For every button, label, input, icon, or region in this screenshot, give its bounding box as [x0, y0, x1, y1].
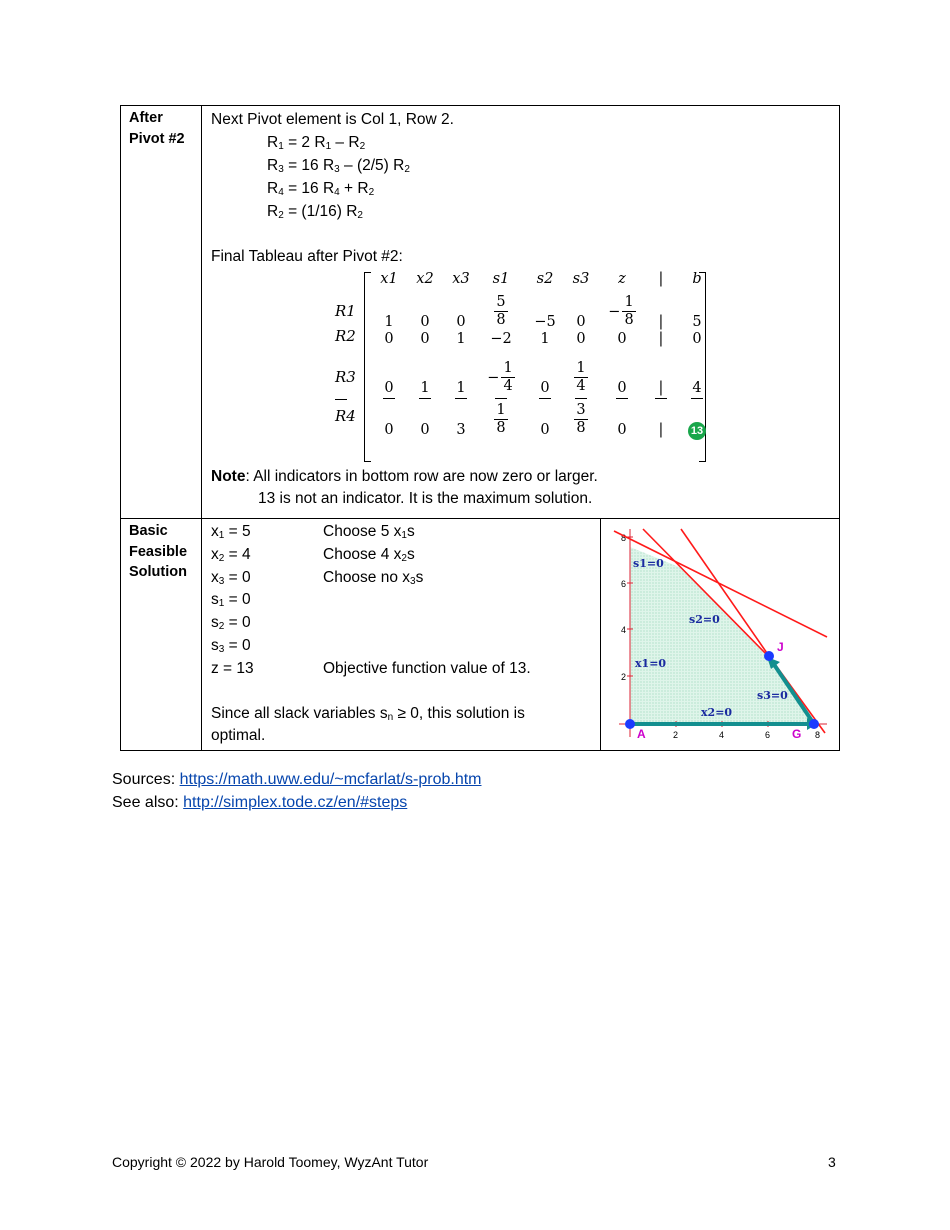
- dash: [655, 398, 667, 399]
- comment-text: s: [415, 568, 424, 586]
- y-tick-label: 2: [621, 672, 627, 682]
- op-text: R: [267, 134, 279, 151]
- denominator: 8: [624, 312, 634, 328]
- tableau-cell: 0: [576, 314, 586, 330]
- fraction: [622, 294, 635, 329]
- point-j: [764, 651, 774, 661]
- tableau-header: b: [692, 271, 702, 287]
- var-sub: 1: [218, 598, 225, 610]
- var-sub: 3: [218, 575, 225, 587]
- dash: [419, 398, 431, 399]
- comment-sub: 1: [401, 530, 407, 541]
- tableau-cell: 0: [384, 331, 394, 347]
- separator-dash: [527, 387, 563, 410]
- var-sub: 1: [218, 530, 225, 541]
- dash: [383, 398, 395, 399]
- numerator: 1: [503, 360, 513, 376]
- denominator: 4: [576, 378, 586, 394]
- tableau-cell: 0: [540, 422, 550, 438]
- var-value: = 5: [224, 523, 251, 540]
- bfs-variable: [211, 544, 323, 567]
- dash: [335, 399, 347, 400]
- comment-text: Objective function value of 13.: [323, 659, 531, 677]
- bfs-row: [121, 519, 840, 751]
- label-point-a: A: [637, 727, 646, 741]
- label-x2: x2=0: [701, 706, 733, 719]
- tableau-cell: |: [658, 331, 664, 347]
- denominator: 8: [496, 312, 506, 328]
- dash: [691, 398, 703, 399]
- var-value: = 13: [218, 659, 254, 677]
- conclusion-text: ≥ 0, this solution is: [393, 704, 525, 722]
- tableau-cell: 0: [420, 314, 430, 330]
- var-name: s: [211, 636, 219, 654]
- op-text: = 16 R: [283, 180, 335, 197]
- tableau-cell: 0: [576, 331, 586, 347]
- var-sub: 2: [218, 621, 225, 633]
- tableau-header: s2: [536, 271, 554, 287]
- bfs-line: [211, 635, 600, 658]
- var-name: x: [211, 545, 219, 563]
- tableau-cell: 5: [692, 314, 702, 330]
- op-text: = (1/16) R: [283, 203, 358, 220]
- tableau-cell: [679, 419, 715, 442]
- tableau-cell: [604, 294, 640, 329]
- page-number: 3: [828, 1154, 836, 1170]
- op-sub: 1: [278, 141, 284, 152]
- row-operation: [211, 131, 839, 154]
- dash: [495, 398, 507, 399]
- tableau-cell: 0: [617, 380, 627, 396]
- denominator: 8: [576, 420, 586, 436]
- comment-text: Choose 5 x: [323, 523, 402, 540]
- var-value: = 0: [224, 591, 251, 609]
- dash: [455, 398, 467, 399]
- tableau-header: x3: [452, 271, 470, 287]
- op-text: = 16 R: [283, 157, 335, 174]
- conclusion-sub: n: [387, 711, 394, 723]
- highlight-badge: 13: [688, 422, 706, 440]
- label-x1: x1=0: [635, 657, 667, 670]
- conclusion-text: Since all slack variables s: [211, 704, 388, 722]
- var-sub: 3: [218, 643, 225, 655]
- bfs-variable: [211, 589, 323, 612]
- tableau-cell: |: [658, 422, 664, 438]
- tableau-cell: 0: [420, 331, 430, 347]
- see-also-link[interactable]: http://simplex.tode.cz/en/#steps: [183, 794, 408, 811]
- op-sub: 2: [404, 164, 410, 175]
- numerator: 1: [576, 360, 586, 376]
- op-sub: 2: [368, 187, 375, 198]
- label-s2: s2=0: [689, 613, 720, 626]
- bfs-line: [211, 521, 600, 544]
- bfs-line: [211, 612, 600, 635]
- numerator: 1: [624, 294, 634, 310]
- var-name: z: [211, 659, 219, 677]
- dash: [539, 398, 551, 399]
- separator-dash: [679, 387, 715, 410]
- bfs-label: [121, 519, 202, 751]
- tableau-cell: 1: [456, 331, 466, 347]
- op-sub: 4: [278, 187, 284, 198]
- comment-text: s: [406, 523, 415, 540]
- op-sub: 1: [325, 141, 332, 152]
- comment-sub: 3: [410, 575, 416, 587]
- label-line: Basic: [129, 523, 168, 539]
- bfs-content: [202, 519, 601, 751]
- tableau-cell: 1: [456, 380, 466, 396]
- tableau-header: |: [658, 271, 664, 287]
- left-bracket: [364, 272, 371, 462]
- op-text: = 2 R: [283, 134, 326, 151]
- separator-dash: [443, 387, 479, 410]
- row-label: R1: [335, 302, 356, 320]
- pivot-intro: Next Pivot element is Col 1, Row 2.: [211, 111, 454, 128]
- numerator: 3: [576, 402, 586, 418]
- tableau-cell: |: [658, 380, 664, 396]
- tableau-cell: [483, 294, 519, 329]
- bfs-variable: [211, 567, 323, 590]
- tableau-cell: 3: [456, 422, 466, 438]
- op-text: R: [267, 203, 279, 220]
- feasible-region-graph: [601, 519, 839, 745]
- separator-dash: [643, 387, 679, 410]
- see-also-label: See also:: [112, 794, 184, 811]
- tableau-cell: 0: [692, 331, 702, 347]
- op-sub: 2: [278, 210, 284, 221]
- minus-sign: −: [608, 303, 621, 320]
- source-link[interactable]: https://math.uww.edu/~mcfarlat/s-prob.htm: [179, 771, 482, 788]
- sources: [112, 768, 482, 814]
- bfs-line: [211, 544, 600, 567]
- op-sub: 4: [334, 187, 340, 198]
- tableau-header: x2: [416, 271, 434, 287]
- note-text: : All indicators in bottom row are now zero or larger.: [245, 468, 598, 485]
- tableau-cell: 1: [384, 314, 394, 330]
- final-tableau: [211, 268, 839, 466]
- after-pivot-label: [121, 106, 202, 519]
- x-tick-label: 2: [673, 730, 679, 740]
- tableau-cell: 0: [384, 422, 394, 438]
- x-tick-label: 6: [765, 730, 771, 740]
- y-tick-label: 6: [621, 579, 627, 589]
- var-name: x: [211, 523, 219, 540]
- label-s3: s3=0: [757, 689, 788, 702]
- comment-text: Choose no x: [323, 568, 411, 586]
- separator-dash: [604, 387, 640, 410]
- tableau-cell: 0: [456, 314, 466, 330]
- note-line2: 13 is not an indicator. It is the maximum solution.: [258, 490, 593, 507]
- bfs-comment: [323, 544, 415, 567]
- bfs-comment: [323, 658, 531, 681]
- var-value: = 0: [224, 636, 251, 654]
- y-tick-label: 4: [621, 625, 627, 635]
- numerator: 5: [496, 294, 506, 310]
- tableau-cell: |: [658, 314, 664, 330]
- bfs-variable: [211, 521, 323, 544]
- after-pivot-content: [202, 106, 840, 519]
- bfs-line: [211, 658, 600, 681]
- var-value: = 0: [224, 614, 251, 632]
- comment-sub: 2: [401, 552, 407, 564]
- var-value: = 4: [224, 545, 251, 563]
- tableau-cell: 0: [384, 380, 394, 396]
- label-line: After: [129, 110, 163, 126]
- label-line: Feasible: [129, 543, 188, 560]
- label-line: Solution: [129, 564, 187, 580]
- x-tick-label: 4: [719, 730, 725, 740]
- after-pivot-row: [121, 106, 840, 519]
- fraction: [494, 294, 507, 329]
- op-sub: 2: [359, 141, 366, 152]
- tableau-cell: 4: [692, 380, 702, 396]
- row-operation: [211, 177, 839, 200]
- separator-dash: [407, 387, 443, 410]
- tableau-cell: 0: [617, 331, 627, 347]
- numerator: 1: [496, 402, 506, 418]
- var-value: = 0: [224, 568, 251, 586]
- row-operations: [211, 131, 839, 223]
- label-s1: s1=0: [633, 557, 664, 570]
- conclusion-text: optimal.: [211, 727, 266, 745]
- op-text: – (2/5) R: [339, 157, 405, 174]
- label-point-g: G: [792, 727, 802, 741]
- tableau-cell: −5: [534, 314, 556, 330]
- copyright: Copyright © 2022 by Harold Toomey, WyzAnt Tutor: [112, 1154, 429, 1170]
- separator-dash: [483, 387, 519, 410]
- bfs-comment: [323, 567, 423, 590]
- separator-dash: [563, 387, 599, 410]
- bfs-line: [211, 567, 600, 590]
- row-label: R3: [335, 368, 356, 386]
- point-g: [809, 719, 819, 729]
- comment-text: Choose 4 x: [323, 545, 402, 563]
- bfs-variable: [211, 612, 323, 635]
- tableau-header: z: [618, 271, 626, 287]
- bfs-comment: [323, 521, 415, 544]
- bfs-variable: [211, 635, 323, 658]
- denominator: 4: [503, 378, 513, 394]
- y-tick-label: 8: [621, 533, 627, 543]
- minus-sign: −: [487, 369, 500, 386]
- dash: [616, 398, 628, 399]
- final-tableau-label: Final Tableau after Pivot #2:: [211, 248, 403, 265]
- note: [211, 466, 839, 510]
- bfs-variable: [211, 658, 323, 681]
- tableau-header: x1: [380, 271, 398, 287]
- bfs-line: [211, 589, 600, 612]
- tableau-cell: 0: [540, 380, 550, 396]
- var-name: x: [211, 568, 219, 586]
- tableau-cell: 0: [617, 422, 627, 438]
- comment-text: s: [406, 545, 415, 563]
- tableau-cell: 0: [420, 422, 430, 438]
- separator-dash: [371, 387, 407, 410]
- dash: [575, 398, 587, 399]
- op-text: R: [267, 180, 279, 197]
- row-label: R2: [335, 327, 356, 345]
- tableau-cell: 1: [540, 331, 550, 347]
- row-label: R4: [335, 407, 356, 425]
- x-tick-label: 8: [815, 730, 821, 740]
- label-point-j: J: [777, 640, 784, 654]
- point-a: [625, 719, 635, 729]
- graph-cell: [601, 519, 840, 751]
- op-text: – R: [331, 134, 360, 151]
- tableau-header: s1: [492, 271, 510, 287]
- tableau-cell: −2: [490, 331, 512, 347]
- bfs-values: [211, 521, 600, 681]
- var-name: s: [211, 591, 219, 609]
- row-operation: [211, 200, 839, 223]
- op-text: + R: [339, 180, 369, 197]
- var-name: s: [211, 614, 219, 632]
- op-sub: 3: [334, 164, 340, 175]
- op-text: R: [267, 157, 279, 174]
- tableau-cell: 1: [420, 380, 430, 396]
- sources-label: Sources:: [112, 771, 180, 788]
- tableau-header: s3: [572, 271, 590, 287]
- pivot-table: [120, 105, 840, 751]
- row-operation: [211, 154, 839, 177]
- op-sub: 3: [278, 164, 284, 175]
- denominator: 8: [496, 420, 506, 436]
- label-line: Pivot #2: [129, 130, 185, 147]
- row-label-dash: [335, 387, 347, 410]
- var-sub: 2: [218, 552, 225, 564]
- op-sub: 2: [357, 210, 363, 221]
- bfs-conclusion: [211, 703, 600, 749]
- note-label: Note: [211, 468, 246, 485]
